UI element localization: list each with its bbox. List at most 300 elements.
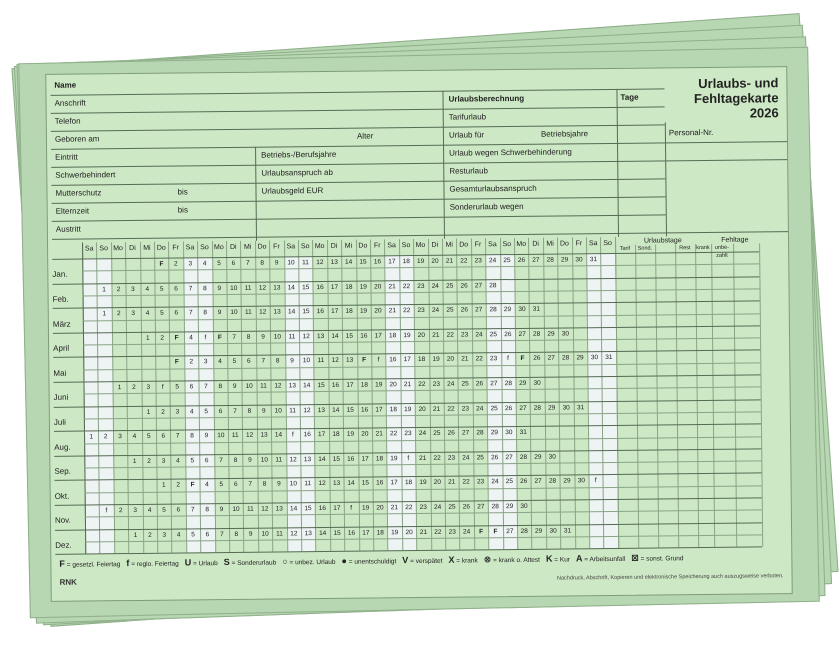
day-cell[interactable]: 16 — [389, 356, 397, 364]
day-cell[interactable]: 12 — [274, 382, 282, 390]
day-cell[interactable]: 17 — [331, 308, 339, 316]
day-cell[interactable]: 19 — [403, 331, 411, 339]
day-cell[interactable]: 18 — [418, 356, 426, 364]
day-cell[interactable]: F — [159, 260, 164, 268]
day-cell[interactable]: 25 — [446, 282, 454, 290]
day-cell[interactable]: 9 — [261, 333, 265, 341]
day-cell[interactable]: 13 — [304, 529, 312, 537]
day-cell[interactable]: 16 — [373, 258, 382, 266]
day-cell[interactable]: 27 — [506, 527, 514, 535]
day-cell[interactable]: 27 — [534, 478, 542, 486]
day-cell[interactable]: 4 — [218, 358, 222, 366]
day-cell[interactable]: 4 — [189, 407, 194, 415]
day-cell[interactable]: 15 — [345, 332, 354, 340]
day-cell[interactable]: 7 — [220, 530, 224, 538]
day-cell[interactable]: 22 — [434, 528, 442, 536]
day-cell[interactable]: 11 — [231, 432, 239, 440]
field-mutterschutz[interactable]: Mutterschutz — [55, 188, 102, 198]
day-cell[interactable]: 7 — [261, 358, 266, 366]
day-cell[interactable]: 11 — [275, 456, 283, 464]
day-cell[interactable]: 16 — [347, 455, 355, 463]
day-cell[interactable]: 27 — [505, 453, 513, 461]
day-cell[interactable]: 1 — [133, 531, 138, 539]
day-cell[interactable]: 11 — [289, 406, 296, 414]
day-cell[interactable]: 16 — [347, 529, 356, 537]
day-cell[interactable]: 10 — [230, 284, 238, 292]
day-cell[interactable]: 22 — [405, 504, 413, 512]
day-cell[interactable]: 21 — [403, 381, 412, 389]
day-cell[interactable]: 16 — [331, 381, 340, 389]
day-cell[interactable]: 30 — [533, 379, 541, 387]
day-cell[interactable]: 16 — [316, 308, 325, 316]
day-cell[interactable]: 12 — [245, 431, 254, 440]
day-cell[interactable]: 29 — [519, 379, 527, 387]
day-cell[interactable]: 25 — [503, 257, 511, 265]
day-cell[interactable]: 19 — [404, 405, 412, 413]
day-cell[interactable]: 11 — [246, 505, 254, 513]
day-cell[interactable]: 5 — [159, 285, 164, 293]
day-cell[interactable]: 8 — [275, 357, 280, 365]
day-cell[interactable]: 5 — [204, 407, 209, 415]
day-cell[interactable]: 2 — [148, 531, 152, 539]
day-cell[interactable]: 10 — [274, 407, 282, 415]
day-cell[interactable]: 11 — [302, 259, 309, 267]
day-cell[interactable]: 25 — [476, 454, 484, 462]
day-cell[interactable]: 15 — [333, 529, 341, 537]
day-cell[interactable]: 30 — [549, 527, 557, 535]
field-urlaubsanspruch-ab[interactable]: Urlaubsanspruch ab — [261, 167, 333, 178]
day-cell[interactable]: 6 — [174, 285, 178, 293]
day-cell[interactable]: 23 — [404, 430, 412, 438]
day-cell[interactable]: 2 — [161, 408, 165, 416]
day-cell[interactable]: f — [350, 504, 353, 512]
day-cell[interactable]: 22 — [475, 355, 483, 363]
day-cell[interactable]: 30 — [561, 330, 570, 338]
day-cell[interactable]: 16 — [303, 431, 311, 439]
day-cell[interactable]: 12 — [258, 284, 267, 292]
day-cell[interactable]: 20 — [361, 430, 369, 438]
day-cell[interactable]: 20 — [405, 528, 413, 536]
day-cell[interactable]: 17 — [346, 381, 354, 389]
day-cell[interactable]: 1 — [161, 482, 166, 490]
day-cell[interactable]: 22 — [447, 405, 455, 413]
day-cell[interactable]: 13 — [332, 480, 341, 488]
day-cell[interactable]: 6 — [204, 457, 209, 465]
day-cell[interactable]: 18 — [404, 479, 413, 487]
day-cell[interactable]: 8 — [234, 530, 239, 538]
day-cell[interactable]: 20 — [374, 307, 382, 315]
day-cell[interactable]: 5 — [190, 457, 195, 465]
day-cell[interactable]: 15 — [346, 406, 354, 414]
calc-urlaub-fuer[interactable]: Urlaub für — [448, 130, 485, 140]
day-cell[interactable]: 10 — [287, 259, 295, 267]
calc-betriebsjahre[interactable]: Betriebsjahre — [540, 129, 589, 139]
day-cell[interactable]: 31 — [605, 354, 613, 362]
day-cell[interactable]: 14 — [274, 431, 283, 439]
day-cell[interactable]: 8 — [246, 333, 251, 341]
day-cell[interactable]: 3 — [188, 260, 193, 268]
day-cell[interactable]: 9 — [261, 407, 266, 415]
day-cell[interactable]: 18 — [360, 381, 368, 389]
day-cell[interactable]: 19 — [359, 307, 368, 315]
day-cell[interactable]: 24 — [447, 380, 455, 388]
day-cell[interactable]: 20 — [433, 479, 442, 487]
day-cell[interactable]: 27 — [518, 330, 526, 338]
day-cell[interactable]: 19 — [390, 455, 398, 463]
day-cell[interactable]: 11 — [244, 308, 252, 317]
day-cell[interactable]: 14 — [318, 455, 326, 463]
day-cell[interactable]: 19 — [361, 504, 370, 512]
day-cell[interactable]: 14 — [287, 283, 295, 291]
day-cell[interactable]: 3 — [133, 506, 138, 515]
day-cell[interactable]: 7 — [245, 259, 250, 267]
day-cell[interactable]: 13 — [288, 382, 296, 390]
day-cell[interactable]: 10 — [260, 456, 268, 464]
day-cell[interactable]: 14 — [332, 406, 340, 414]
day-cell[interactable]: F — [493, 527, 498, 535]
day-cell[interactable]: 28 — [520, 527, 528, 535]
day-cell[interactable]: 4 — [176, 531, 181, 539]
day-cell[interactable]: 7 — [188, 284, 193, 293]
day-cell[interactable]: 13 — [303, 455, 312, 464]
day-cell[interactable]: 22 — [446, 331, 454, 339]
day-cell[interactable]: 6 — [161, 432, 166, 440]
day-cell[interactable]: 14 — [347, 480, 355, 488]
day-cell[interactable]: 26 — [447, 429, 455, 437]
day-cell[interactable]: 26 — [517, 256, 526, 264]
day-cell[interactable]: 27 — [519, 404, 527, 412]
day-cell[interactable]: 6 — [174, 309, 179, 317]
day-cell[interactable]: 2 — [147, 457, 151, 465]
day-cell[interactable]: 27 — [475, 306, 483, 314]
day-cell[interactable]: f — [377, 356, 380, 364]
day-cell[interactable]: 31 — [519, 429, 527, 437]
day-cell[interactable]: 27 — [474, 281, 483, 290]
day-cell[interactable]: 29 — [576, 354, 584, 362]
day-cell[interactable]: 23 — [417, 282, 425, 290]
day-cell[interactable]: 6 — [205, 530, 210, 538]
day-cell[interactable]: 17 — [403, 356, 411, 364]
day-cell[interactable]: 9 — [277, 480, 281, 488]
day-cell[interactable]: 17 — [388, 258, 396, 266]
day-cell[interactable]: f — [594, 477, 597, 485]
day-cell[interactable]: 15 — [317, 381, 325, 390]
day-cell[interactable]: 12 — [331, 357, 339, 365]
day-cell[interactable]: 18 — [389, 405, 398, 413]
day-cell[interactable]: 30 — [520, 502, 528, 510]
day-cell[interactable]: 21 — [375, 430, 383, 438]
day-cell[interactable]: 2 — [132, 383, 136, 392]
day-cell[interactable]: 24 — [463, 528, 471, 536]
day-cell[interactable]: 7 — [232, 333, 237, 341]
day-cell[interactable]: 8 — [203, 309, 207, 317]
day-cell[interactable]: 3 — [175, 408, 180, 416]
day-cell[interactable]: 9 — [248, 456, 252, 464]
day-cell[interactable]: 22 — [402, 282, 411, 290]
day-cell[interactable]: 14 — [344, 258, 353, 266]
day-cell[interactable]: 10 — [232, 505, 240, 513]
field-austritt[interactable]: Austritt — [55, 224, 81, 234]
day-cell[interactable]: 25 — [461, 380, 469, 388]
day-cell[interactable]: 23 — [476, 478, 485, 486]
day-cell[interactable]: 25 — [490, 404, 498, 412]
day-cell[interactable]: 1 — [146, 408, 151, 416]
day-cell[interactable]: 17 — [390, 479, 398, 487]
day-cell[interactable]: 9 — [204, 432, 209, 440]
day-cell[interactable]: 5 — [160, 309, 164, 317]
day-cell[interactable]: 26 — [460, 282, 468, 290]
day-cell[interactable]: 23 — [474, 257, 482, 265]
day-cell[interactable]: F — [174, 334, 179, 342]
field-name[interactable]: Name — [54, 80, 77, 90]
day-cell[interactable]: 1 — [145, 334, 150, 342]
day-cell[interactable]: 18 — [375, 455, 384, 463]
day-cell[interactable]: 29 — [534, 453, 542, 461]
day-cell[interactable]: 18 — [402, 258, 410, 266]
day-cell[interactable]: 8 — [260, 259, 265, 267]
day-cell[interactable]: 11 — [244, 284, 252, 292]
day-cell[interactable]: 12 — [316, 258, 324, 267]
day-cell[interactable]: 6 — [247, 358, 251, 366]
day-cell[interactable]: 2 — [118, 507, 123, 515]
day-cell[interactable]: 30 — [577, 477, 585, 485]
day-cell[interactable]: 29 — [560, 256, 569, 264]
day-cell[interactable]: 13 — [275, 505, 283, 513]
day-cell[interactable]: 6 — [218, 407, 223, 415]
day-cell[interactable]: 13 — [346, 357, 354, 365]
day-cell[interactable]: 10 — [230, 309, 238, 317]
calc-gesamt[interactable]: Gesamturlaubsanspruch — [449, 183, 537, 194]
day-cell[interactable]: 9 — [217, 309, 222, 317]
day-cell[interactable]: 11 — [288, 333, 296, 341]
day-cell[interactable]: 4 — [145, 285, 150, 293]
day-cell[interactable]: 21 — [388, 307, 396, 315]
day-cell[interactable]: 3 — [203, 358, 208, 366]
day-cell[interactable]: 28 — [491, 503, 499, 511]
day-cell[interactable]: 22 — [389, 430, 398, 438]
day-cell[interactable]: 16 — [360, 406, 369, 414]
day-cell[interactable]: 18 — [376, 528, 384, 537]
day-cell[interactable]: 26 — [504, 330, 512, 338]
day-cell[interactable]: 4 — [205, 481, 209, 489]
day-cell[interactable]: F — [217, 333, 222, 341]
day-cell[interactable]: 23 — [417, 307, 425, 315]
day-cell[interactable]: 4 — [147, 506, 152, 514]
day-cell[interactable]: 8 — [233, 456, 238, 464]
day-cell[interactable]: 27 — [547, 354, 555, 363]
day-cell[interactable]: 21 — [448, 479, 456, 487]
day-cell[interactable]: 10 — [245, 382, 253, 390]
day-cell[interactable]: 16 — [316, 283, 324, 291]
day-cell[interactable]: 17 — [330, 283, 339, 291]
day-cell[interactable]: 17 — [333, 504, 341, 512]
day-cell[interactable]: 13 — [330, 258, 338, 266]
day-cell[interactable]: 29 — [505, 503, 514, 511]
day-cell[interactable]: 8 — [203, 284, 207, 292]
day-cell[interactable]: 23 — [432, 380, 440, 388]
day-cell[interactable]: 24 — [431, 282, 439, 290]
day-cell[interactable]: 15 — [359, 258, 367, 266]
day-cell[interactable]: 28 — [489, 281, 497, 289]
field-geboren[interactable]: Geboren am — [54, 134, 100, 144]
day-cell[interactable]: 18 — [388, 332, 397, 340]
day-cell[interactable]: 29 — [535, 527, 543, 535]
calc-tarifurlaub[interactable]: Tarifurlaub — [448, 112, 487, 122]
day-cell[interactable]: 7 — [219, 456, 223, 464]
day-cell[interactable]: 15 — [332, 455, 340, 463]
day-cell[interactable]: 4 — [176, 457, 180, 465]
day-cell[interactable]: 18 — [345, 307, 353, 315]
day-cell[interactable]: 20 — [417, 331, 426, 339]
day-cell[interactable]: 19 — [416, 257, 425, 266]
day-cell[interactable]: 25 — [448, 503, 456, 511]
day-cell[interactable]: 19 — [375, 381, 383, 389]
day-cell[interactable]: 24 — [418, 430, 427, 438]
day-cell[interactable]: 29 — [503, 306, 512, 314]
day-cell[interactable]: 7 — [190, 506, 195, 514]
field-telefon[interactable]: Telefon — [54, 116, 81, 126]
day-cell[interactable]: 6 — [233, 481, 238, 489]
day-cell[interactable]: 26 — [520, 478, 528, 486]
day-cell[interactable]: 30 — [562, 404, 570, 412]
day-cell[interactable]: 2 — [176, 481, 180, 489]
day-cell[interactable]: 7 — [175, 432, 180, 440]
day-cell[interactable]: F — [190, 481, 195, 489]
day-cell[interactable]: f — [105, 507, 108, 515]
day-cell[interactable]: 2 — [103, 433, 108, 441]
day-cell[interactable]: 20 — [376, 504, 384, 512]
day-cell[interactable]: f — [291, 431, 294, 439]
calc-personal-nr[interactable]: Personal-Nr. — [668, 127, 714, 138]
day-cell[interactable]: 29 — [490, 429, 499, 437]
day-cell[interactable]: 9 — [217, 284, 222, 292]
day-cell[interactable]: 28 — [476, 429, 484, 437]
field-alter[interactable]: Alter — [356, 131, 374, 141]
day-cell[interactable]: 29 — [548, 404, 556, 412]
day-cell[interactable]: 2 — [173, 260, 178, 268]
day-cell[interactable]: 28 — [519, 453, 528, 461]
day-cell[interactable]: 31 — [576, 403, 585, 411]
day-cell[interactable]: 3 — [161, 457, 166, 465]
day-cell[interactable]: 4 — [145, 310, 150, 318]
day-cell[interactable]: 24 — [433, 503, 442, 511]
day-cell[interactable]: 26 — [504, 404, 513, 412]
day-cell[interactable]: 12 — [302, 332, 310, 341]
day-cell[interactable]: 30 — [505, 429, 513, 437]
day-cell[interactable]: 21 — [445, 257, 454, 265]
day-cell[interactable]: 24 — [491, 478, 499, 486]
day-cell[interactable]: 15 — [302, 308, 310, 316]
day-cell[interactable]: 7 — [248, 481, 252, 489]
day-cell[interactable]: 6 — [189, 383, 194, 391]
day-cell[interactable]: 5 — [175, 383, 179, 391]
day-cell[interactable]: 17 — [375, 405, 383, 414]
day-cell[interactable]: 24 — [462, 454, 470, 462]
day-cell[interactable]: 3 — [162, 531, 167, 539]
day-cell[interactable]: 24 — [488, 257, 497, 265]
day-cell[interactable]: 2 — [189, 358, 194, 366]
day-cell[interactable]: 28 — [533, 404, 542, 412]
field-urlaubsgeld[interactable]: Urlaubsgeld EUR — [261, 185, 324, 196]
day-cell[interactable]: 7 — [188, 309, 193, 317]
day-cell[interactable]: 17 — [374, 332, 382, 340]
day-cell[interactable]: 16 — [376, 479, 384, 487]
day-cell[interactable]: 1 — [89, 433, 94, 441]
day-cell[interactable]: f — [204, 334, 207, 342]
day-cell[interactable]: 21 — [432, 331, 440, 339]
day-cell[interactable]: 4 — [132, 433, 137, 441]
day-cell[interactable]: 31 — [532, 305, 540, 313]
day-cell[interactable]: 30 — [575, 256, 583, 264]
day-cell[interactable]: 14 — [287, 308, 296, 316]
day-cell[interactable]: 5 — [217, 260, 221, 268]
day-cell[interactable]: 5 — [232, 358, 237, 366]
day-cell[interactable]: 23 — [448, 528, 456, 536]
day-cell[interactable]: 20 — [418, 405, 426, 413]
day-cell[interactable]: 17 — [317, 431, 326, 439]
day-cell[interactable]: 23 — [419, 503, 427, 512]
day-cell[interactable]: 8 — [205, 506, 210, 514]
day-cell[interactable]: f — [161, 383, 164, 391]
day-cell[interactable]: F — [479, 527, 484, 535]
day-cell[interactable]: 10 — [289, 480, 298, 488]
field-berufsjahre[interactable]: Betriebs-/Berufsjahre — [261, 149, 337, 160]
day-cell[interactable]: 29 — [563, 477, 571, 485]
day-cell[interactable]: 15 — [304, 505, 312, 513]
day-cell[interactable]: F — [174, 358, 179, 366]
day-cell[interactable]: 31 — [563, 527, 572, 535]
day-cell[interactable]: 25 — [505, 478, 513, 486]
day-cell[interactable]: 29 — [547, 330, 555, 338]
day-cell[interactable]: 9 — [274, 259, 279, 267]
day-cell[interactable]: 15 — [361, 479, 370, 487]
day-cell[interactable]: 5 — [146, 433, 151, 441]
day-cell[interactable]: 13 — [316, 332, 325, 340]
day-cell[interactable]: 28 — [532, 330, 541, 338]
day-cell[interactable]: 19 — [346, 430, 355, 438]
day-cell[interactable]: 1 — [117, 384, 122, 392]
day-cell[interactable]: 8 — [247, 407, 252, 415]
day-cell[interactable]: 10 — [273, 333, 282, 341]
day-cell[interactable]: 22 — [460, 257, 468, 265]
day-cell[interactable]: 3 — [131, 285, 135, 293]
day-cell[interactable]: 13 — [273, 308, 281, 316]
day-cell[interactable]: 10 — [217, 432, 225, 440]
day-cell[interactable]: 13 — [317, 406, 326, 414]
day-cell[interactable]: 9 — [290, 357, 294, 365]
field-elternzeit[interactable]: Elternzeit — [55, 206, 90, 216]
day-cell[interactable]: 15 — [302, 283, 310, 291]
day-cell[interactable]: 12 — [318, 480, 326, 488]
day-cell[interactable]: 19 — [359, 283, 367, 291]
day-cell[interactable]: 21 — [390, 504, 399, 512]
day-cell[interactable]: 2 — [116, 285, 121, 293]
day-cell[interactable]: 12 — [289, 456, 297, 464]
day-cell[interactable]: 11 — [260, 382, 267, 390]
calc-resturlaub[interactable]: Resturlaub — [449, 166, 489, 176]
day-cell[interactable]: 23 — [489, 355, 498, 363]
day-cell[interactable]: 27 — [490, 380, 498, 388]
day-cell[interactable]: 6 — [231, 259, 236, 267]
day-cell[interactable]: 9 — [232, 382, 237, 390]
day-cell[interactable]: 20 — [374, 282, 382, 291]
day-cell[interactable]: 30 — [590, 354, 599, 362]
day-cell[interactable]: 3 — [118, 433, 122, 441]
day-cell[interactable]: F — [362, 356, 367, 364]
day-cell[interactable]: 21 — [419, 528, 428, 536]
field-eintritt[interactable]: Eintritt — [55, 152, 78, 162]
field-anschrift[interactable]: Anschrift — [54, 98, 86, 108]
